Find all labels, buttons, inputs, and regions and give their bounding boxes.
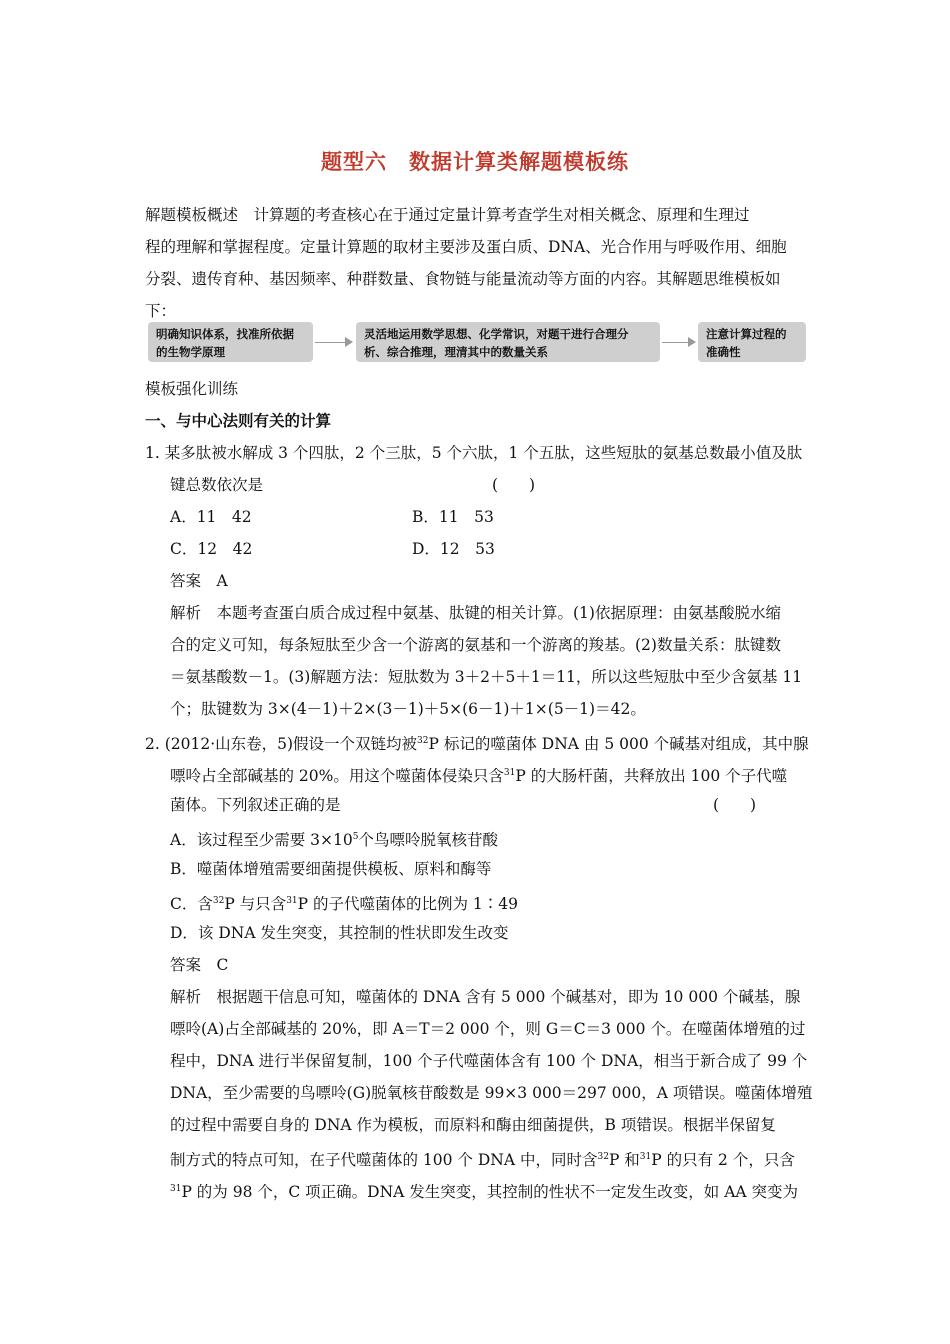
q2-option-a-post: 个鸟嘌呤脱氧核苷酸	[358, 831, 498, 849]
q1-analysis-line-4: 个；肽键数为 3×(4－1)＋2×(3－1)＋5×(6－1)＋1×(5－1)＝42。	[170, 700, 646, 718]
q1-analysis-line-3: ＝氨基酸数－1。(3)解题方法：短肽数为 3＋2＋5＋1＝11，所以这些短肽中至少含氨基 11	[170, 668, 803, 686]
flow-step-3	[698, 322, 806, 362]
q2-stem-2-pre: 嘌呤占全部碱基的 20%。用这个噬菌体侵染只含	[170, 767, 504, 785]
q2-analysis-line-1: 解析 根据题干信息可知，噬菌体的 DNA 含有 5 000 个碱基对，即为 10 000 个碱基，腺	[170, 988, 801, 1006]
flow-step-2-line-1: 灵活地运用数学思想、化学常识，对题干进行合理分	[364, 327, 629, 341]
flow-step-1	[148, 322, 313, 362]
q2-option-c-pre: C．含	[170, 895, 213, 913]
q2-option-a	[170, 827, 498, 850]
flow-step-1-line-1: 明确知识体系，找准所依据	[156, 327, 294, 341]
q2-option-a-sup: 5	[352, 832, 359, 842]
page-title: 题型六 数据计算类解题模板练	[321, 150, 629, 174]
q2-option-c-sup-2: 31	[286, 896, 298, 906]
q1-answer: 答案 A	[170, 572, 228, 590]
section-label: 模板强化训练	[145, 380, 239, 398]
q1-answer-bracket: ( )	[492, 476, 536, 494]
q2-stem-2-sup: 31	[503, 768, 516, 778]
flow-arrow-2	[662, 342, 694, 343]
q2-analysis-line-4: DNA，至少需要的鸟嘌呤(G)脱氧核苷酸数是 99×3 000＝297 000，A 项错误。噬菌体增殖	[170, 1084, 813, 1102]
q1-option-b: B．11 53	[412, 508, 494, 526]
q2-stem-2-post: P 的大肠杆菌，共释放出 100 个子代噬	[515, 767, 788, 785]
q1-option-a: A．11 42	[170, 508, 252, 526]
q2-answer: 答案 C	[170, 956, 229, 974]
q2-option-c-sup-1: 32	[212, 896, 225, 906]
q2-analysis-6-sup-1: 32	[597, 1152, 609, 1162]
q2-stem-line-1	[145, 731, 809, 754]
flow-step-3-line-1: 注意计算过程的	[706, 327, 787, 341]
q1-stem-line-1: 1. 某多肽被水解成 3 个四肽，2 个三肽，5 个六肽，1 个五肽，这些短肽的氨基总数最小值及肽	[145, 444, 803, 462]
overview-line-3: 分裂、遗传育种、基因频率、种群数量、食物链与能量流动等方面的内容。其解题思维模板如	[145, 270, 781, 288]
q1-analysis-line-2: 合的定义可知，每条短肽至少含一个游离的氨基和一个游离的羧基。(2)数量关系：肽键数	[170, 636, 781, 654]
q2-stem-line-3: 菌体。下列叙述正确的是	[170, 796, 341, 814]
section-heading: 一、与中心法则有关的计算	[145, 412, 332, 430]
flow-step-2-line-2: 析、综合推理，理清其中的数量关系	[364, 345, 548, 359]
flow-step-1-line-2: 的生物学原理	[156, 345, 225, 359]
q2-analysis-line-7	[170, 1179, 798, 1202]
q1-stem-line-2: 键总数依次是	[170, 476, 264, 494]
q2-option-a-pre: A．该过程至少需要 3×10	[170, 831, 353, 849]
q2-analysis-line-5: 的过程中需要自身的 DNA 作为模板，而原料和酶由细菌提供，B 项错误。根据半保留复	[170, 1116, 776, 1134]
q2-analysis-line-6	[170, 1147, 795, 1170]
q2-option-d: D．该 DNA 发生突变，其控制的性状即发生改变	[170, 924, 509, 942]
q2-option-b: B．噬菌体增殖需要细菌提供模板、原料和酶等	[170, 860, 492, 878]
q1-analysis-line-1: 解析 本题考查蛋白质合成过程中氨基、肽键的相关计算。(1)依据原理：由氨基酸脱水缩	[170, 604, 781, 622]
overview-line-4: 下：	[145, 302, 177, 320]
q2-analysis-7-sup: 31	[170, 1184, 182, 1194]
q2-analysis-6-post: P 的只有 2 个，只含	[651, 1151, 795, 1169]
q2-answer-bracket: ( )	[713, 796, 757, 814]
q2-stem-1-pre: 2. (2012·山东卷，5)假设一个双链均被	[145, 735, 418, 753]
q2-analysis-line-3: 程中，DNA 进行半保留复制，100 个子代噬菌体含有 100 个 DNA，相当于新合成了 99 个	[170, 1052, 808, 1070]
q2-analysis-7-post: P 的为 98 个，C 项正确。DNA 发生突变，其控制的性状不一定发生改变，如 AA 突变为	[181, 1183, 799, 1201]
overview-line-1: 解题模板概述 计算题的考查核心在于通过定量计算考查学生对相关概念、原理和生理过	[145, 206, 750, 224]
q2-analysis-6-sup-2: 31	[639, 1152, 652, 1162]
q2-stem-1-post: P 标记的噬菌体 DNA 由 5 000 个碱基对组成，其中腺	[428, 735, 809, 753]
q2-option-c	[170, 891, 518, 914]
overview-line-2: 程的理解和掌握程度。定量计算题的取材主要涉及蛋白质、DNA、光合作用与呼吸作用、细胞	[145, 238, 787, 256]
q2-stem-line-2	[170, 763, 787, 786]
q2-analysis-6-pre: 制方式的特点可知，在子代噬菌体的 100 个 DNA 中，同时含	[170, 1151, 598, 1169]
q2-option-c-mid: P 与只含	[224, 895, 287, 913]
q2-option-c-post: P 的子代噬菌体的比例为 1∶49	[297, 895, 519, 913]
flow-step-3-line-2: 准确性	[706, 345, 741, 359]
q2-analysis-6-mid: P 和	[608, 1151, 640, 1169]
q2-stem-1-sup: 32	[417, 736, 429, 746]
q1-option-d: D．12 53	[412, 540, 495, 558]
flow-step-2	[356, 322, 660, 362]
q1-option-c: C．12 42	[170, 540, 253, 558]
q2-analysis-line-2: 嘌呤(A)占全部碱基的 20%，即 A＝T＝2 000 个，则 G＝C＝3 000 个。在噬菌体增殖的过	[170, 1020, 806, 1038]
flow-arrow-1	[315, 342, 351, 343]
